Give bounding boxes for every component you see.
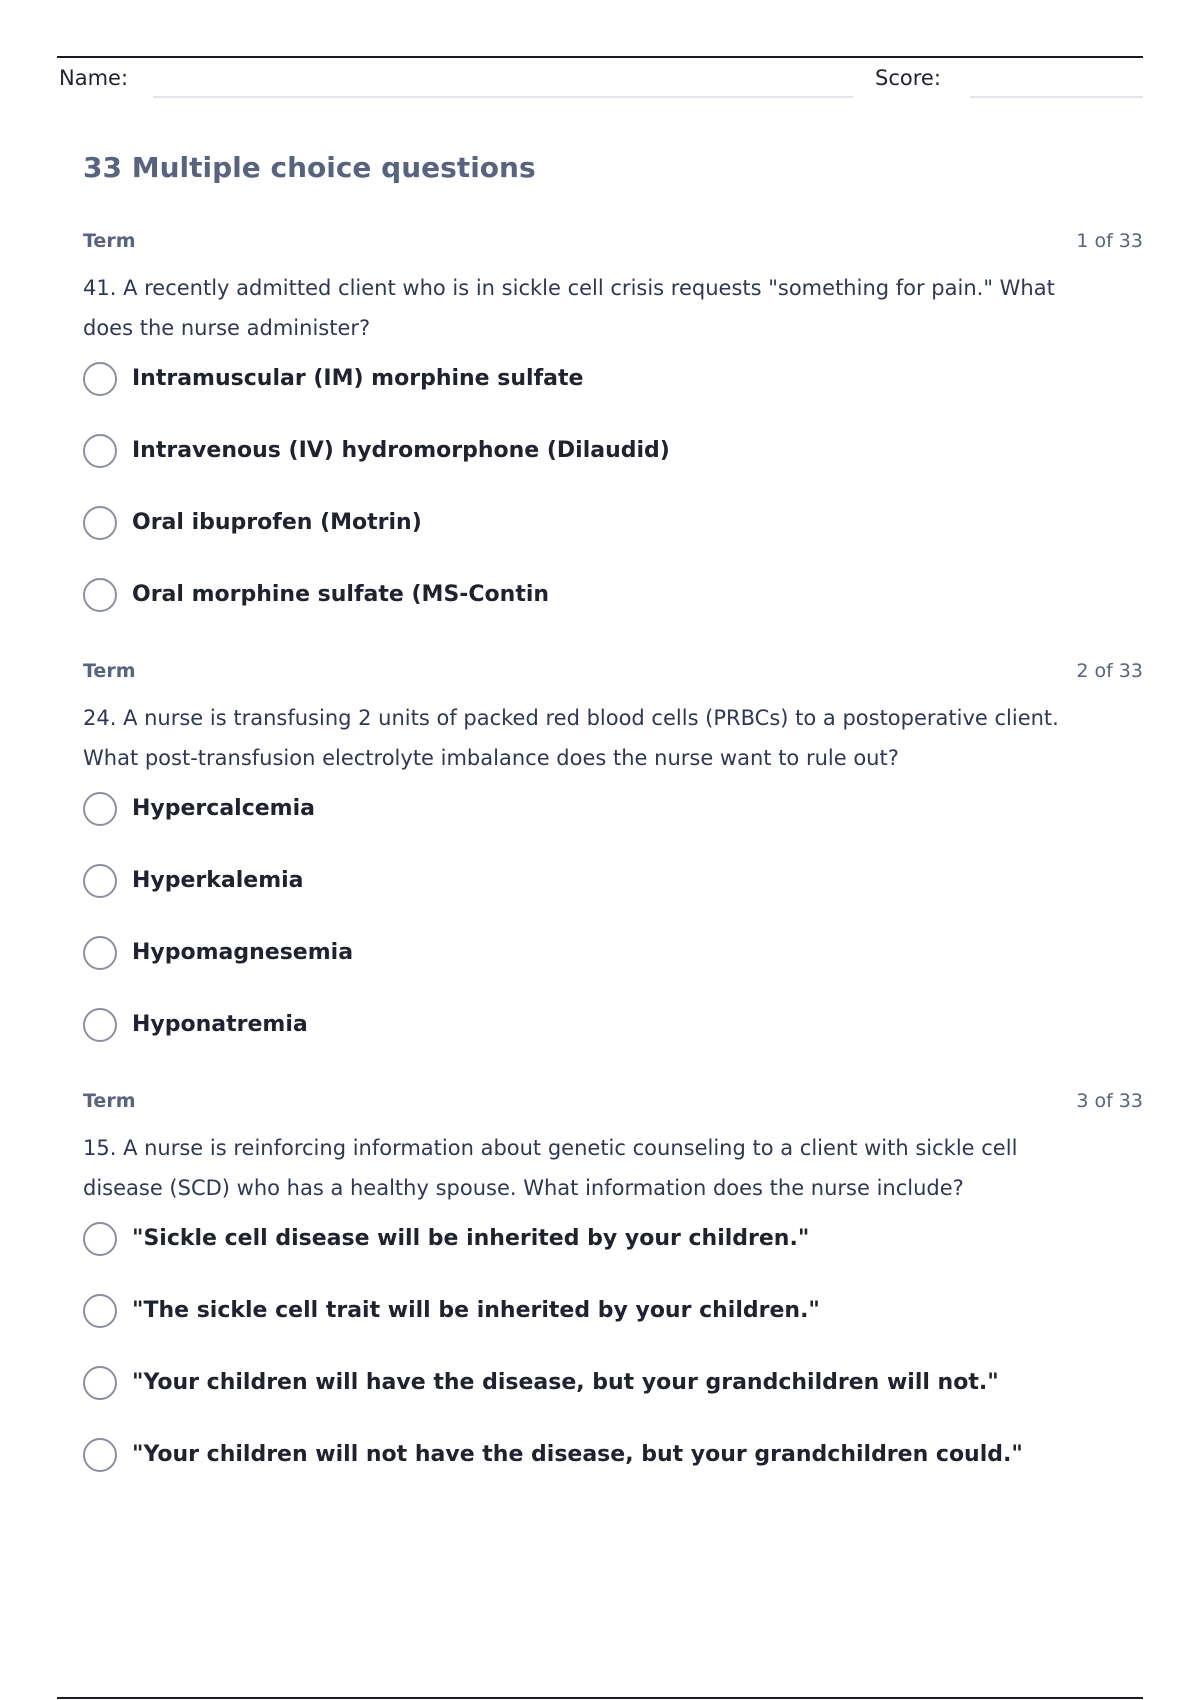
score-label: Score: xyxy=(875,66,941,90)
answer-option-label: Oral morphine sulfate (MS-Contin xyxy=(132,582,550,607)
question-header xyxy=(83,660,1143,686)
answer-option-label: "Your children will have the disease, but your grandchildren will not." xyxy=(132,1370,999,1395)
answer-option-label: Hypercalcemia xyxy=(132,796,315,821)
answer-options xyxy=(83,1220,1143,1508)
answer-options xyxy=(83,790,1143,1078)
radio-button[interactable] xyxy=(83,936,117,970)
answer-option-label: Hypomagnesemia xyxy=(132,940,354,965)
question-text: 15. A nurse is reinforcing information about genetic counseling to a client with sickle cell disease (SCD) who has a healthy spouse. What information does the nurse include? xyxy=(83,1136,1018,1200)
radio-button[interactable] xyxy=(83,1366,117,1400)
term-label: Term xyxy=(83,230,136,252)
radio-button[interactable] xyxy=(83,1438,117,1472)
term-label: Term xyxy=(83,660,136,682)
question-header xyxy=(83,230,1143,256)
answer-option-label: "Your children will not have the disease, but your grandchildren could." xyxy=(132,1442,1023,1467)
question-text: 24. A nurse is transfusing 2 units of packed red blood cells (PRBCs) to a postoperative client. What post-transfusion electrolyte imbalance does the nurse want to rule out? xyxy=(83,706,1059,770)
radio-button[interactable] xyxy=(83,792,117,826)
top-rule xyxy=(57,56,1143,58)
question-card xyxy=(83,230,1143,648)
radio-button[interactable] xyxy=(83,506,117,540)
answer-option-label: Oral ibuprofen (Motrin) xyxy=(132,510,422,535)
question-counter: 2 of 33 xyxy=(1076,660,1143,682)
radio-button[interactable] xyxy=(83,1294,117,1328)
answer-option[interactable] xyxy=(83,1436,1143,1508)
answer-option[interactable] xyxy=(83,360,1143,432)
answer-option[interactable] xyxy=(83,1220,1143,1292)
answer-options xyxy=(83,360,1143,648)
question-header xyxy=(83,1090,1143,1116)
radio-button[interactable] xyxy=(83,864,117,898)
answer-option-label: Hyperkalemia xyxy=(132,868,304,893)
worksheet-header xyxy=(59,66,1143,100)
answer-option[interactable] xyxy=(83,1364,1143,1436)
answer-option[interactable] xyxy=(83,1292,1143,1364)
answer-option[interactable] xyxy=(83,432,1143,504)
answer-option-label: Hyponatremia xyxy=(132,1012,308,1037)
radio-button[interactable] xyxy=(83,434,117,468)
question-counter: 1 of 33 xyxy=(1076,230,1143,252)
radio-button[interactable] xyxy=(83,578,117,612)
answer-option-label: "Sickle cell disease will be inherited by your children." xyxy=(132,1226,810,1251)
radio-button[interactable] xyxy=(83,1222,117,1256)
score-field-line[interactable] xyxy=(970,96,1143,98)
section-title: 33 Multiple choice questions xyxy=(83,151,536,184)
answer-option-label: Intravenous (IV) hydromorphone (Dilaudid) xyxy=(132,438,670,463)
answer-option[interactable] xyxy=(83,862,1143,934)
name-label: Name: xyxy=(59,66,129,90)
question-card xyxy=(83,1090,1143,1508)
answer-option-label: Intramuscular (IM) morphine sulfate xyxy=(132,366,584,391)
question-counter: 3 of 33 xyxy=(1076,1090,1143,1112)
name-field-line[interactable] xyxy=(153,96,853,98)
answer-option[interactable] xyxy=(83,1006,1143,1078)
answer-option[interactable] xyxy=(83,504,1143,576)
term-label: Term xyxy=(83,1090,136,1112)
question-card xyxy=(83,660,1143,1078)
radio-button[interactable] xyxy=(83,362,117,396)
answer-option[interactable] xyxy=(83,934,1143,1006)
answer-option[interactable] xyxy=(83,576,1143,648)
radio-button[interactable] xyxy=(83,1008,117,1042)
bottom-rule xyxy=(57,1697,1143,1699)
question-text: 41. A recently admitted client who is in sickle cell crisis requests "something for pain." What does the nurse administer? xyxy=(83,276,1055,340)
answer-option[interactable] xyxy=(83,790,1143,862)
answer-option-label: "The sickle cell trait will be inherited by your children." xyxy=(132,1298,820,1323)
